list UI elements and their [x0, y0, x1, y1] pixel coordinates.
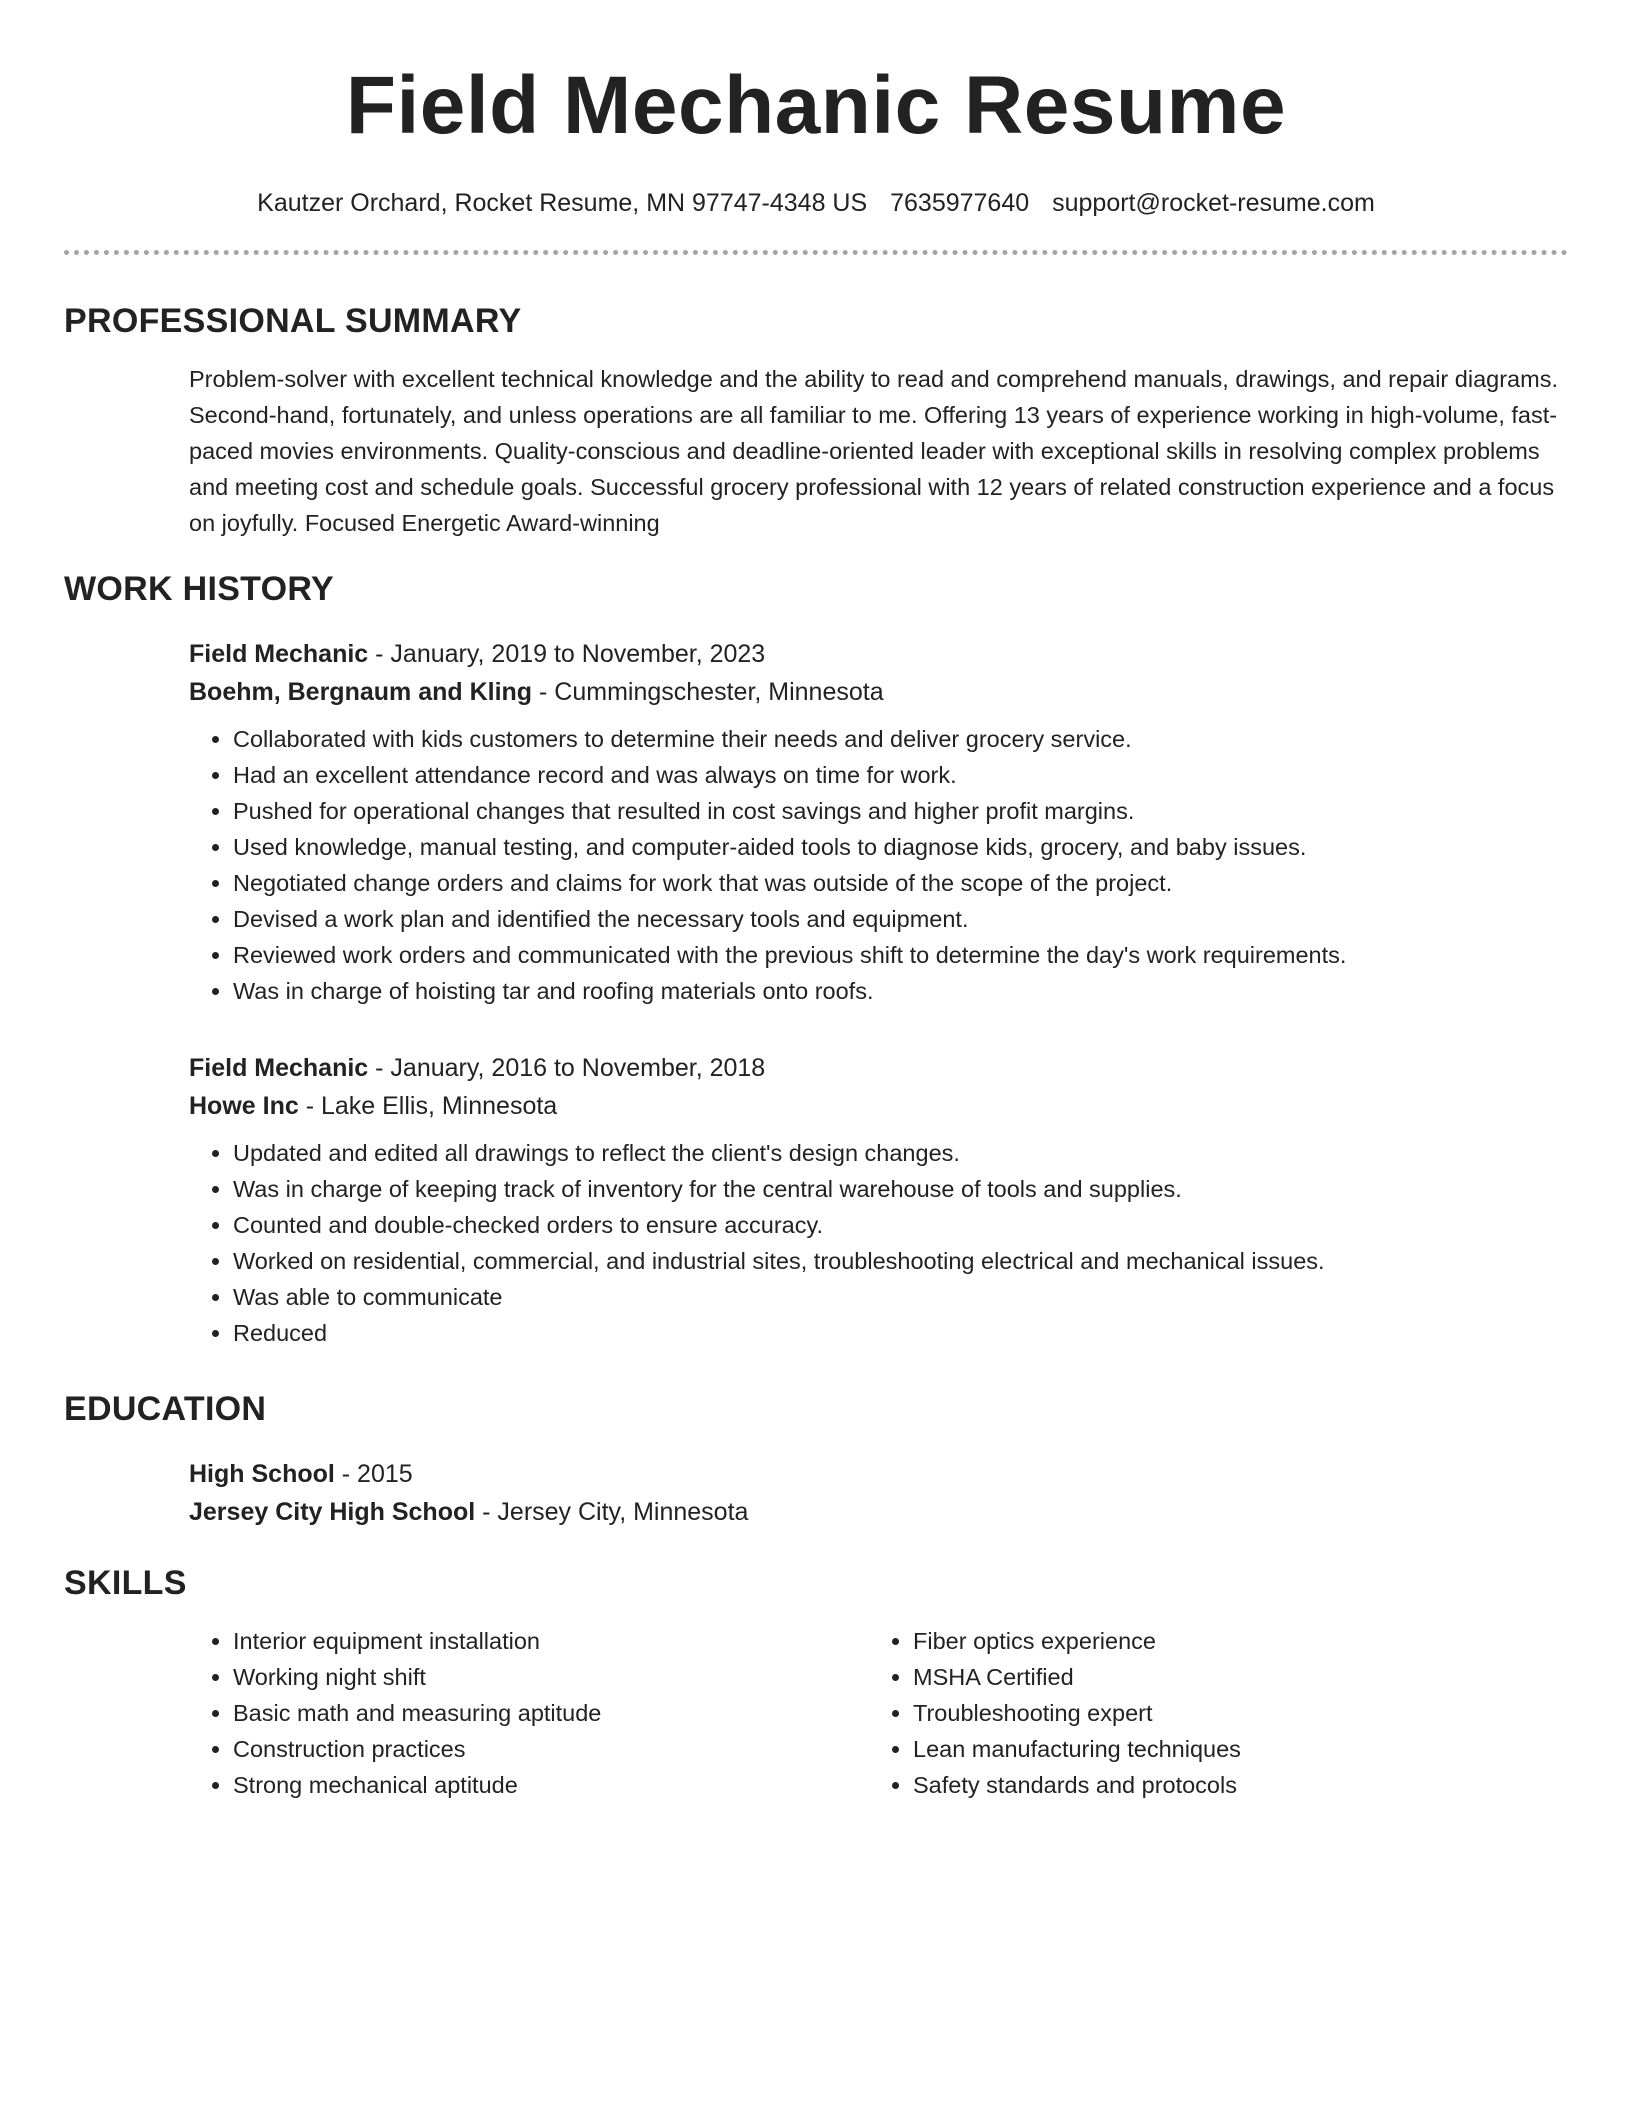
skill-item: • Basic math and measuring aptitude — [233, 1695, 869, 1731]
education-year: - 2015 — [334, 1460, 413, 1488]
list-item: • Counted and double-checked orders to ensure accuracy. — [233, 1207, 1568, 1243]
education-school-line — [189, 1493, 1568, 1531]
summary-text: Problem-solver with excellent technical knowledge and the ability to read and comprehend manuals, drawings, and repair diagrams. Second-hand, fortunately, and unless operations are all familiar to me. Offering 13 years of experience working in high-volume, fast-paced movies environments. Quality-conscious and deadline-oriented leader with exceptional skills in resolving complex problems and meeting cost and schedule goals. Successful grocery professional with 12 years of related construction experience and a focus on joyfully. Focused Energetic Award-winning — [189, 366, 1558, 536]
skills-grid — [189, 1623, 1568, 1803]
skill-item: • Strong mechanical aptitude — [233, 1767, 869, 1803]
skills-list — [189, 1623, 869, 1803]
contact-info — [64, 186, 1568, 220]
job-duties-list — [189, 721, 1568, 1009]
education-entry — [189, 1455, 1568, 1531]
list-item: • Was in charge of keeping track of inventory for the central warehouse of tools and supplies. — [233, 1171, 1568, 1207]
list-item: • Reviewed work orders and communicated with the previous shift to determine the day's work requirements. — [233, 937, 1568, 973]
skill-item: • Working night shift — [233, 1659, 869, 1695]
skill-item: • Lean manufacturing techniques — [913, 1731, 1549, 1767]
list-item: • Negotiated change orders and claims for work that was outside of the scope of the project. — [233, 865, 1568, 901]
list-item: • Was able to communicate — [233, 1279, 1568, 1315]
job-company-line — [189, 1087, 1568, 1125]
skill-item: • Interior equipment installation — [233, 1623, 869, 1659]
job-dates: - January, 2019 to November, 2023 — [368, 640, 766, 668]
contact-address: Kautzer Orchard, Rocket Resume, MN 97747-4348 US — [257, 189, 868, 217]
job-title-line — [189, 635, 1568, 673]
job-title: Field Mechanic — [189, 1054, 369, 1082]
job-entry — [189, 635, 1568, 1009]
list-item: • Worked on residential, commercial, and industrial sites, troubleshooting electrical and mechanical issues. — [233, 1243, 1568, 1279]
education-degree: High School — [189, 1460, 335, 1488]
skills-column-left — [189, 1623, 869, 1803]
header-divider — [64, 250, 1568, 255]
job-entry — [189, 1049, 1568, 1351]
job-duties-list — [189, 1135, 1568, 1351]
job-title-line — [189, 1049, 1568, 1087]
job-company: Howe Inc — [189, 1092, 299, 1120]
resume-page — [64, 0, 1568, 1803]
contact-phone: 7635977640 — [890, 189, 1030, 217]
job-location: - Cummingschester, Minnesota — [532, 678, 884, 706]
skill-item: • MSHA Certified — [913, 1659, 1549, 1695]
list-item: • Had an excellent attendance record and was always on time for work. — [233, 757, 1568, 793]
job-title: Field Mechanic — [189, 640, 369, 668]
skill-item: • Construction practices — [233, 1731, 869, 1767]
job-company-line — [189, 673, 1568, 711]
skills-heading: SKILLS — [64, 1564, 187, 1602]
skill-item: • Fiber optics experience — [913, 1623, 1549, 1659]
job-company: Boehm, Bergnaum and Kling — [189, 678, 533, 706]
education-location: - Jersey City, Minnesota — [475, 1498, 749, 1526]
list-item: • Used knowledge, manual testing, and computer-aided tools to diagnose kids, grocery, and baby issues. — [233, 829, 1568, 865]
list-item: • Devised a work plan and identified the necessary tools and equipment. — [233, 901, 1568, 937]
skill-item: • Troubleshooting expert — [913, 1695, 1549, 1731]
skills-column-right — [869, 1623, 1549, 1803]
job-dates: - January, 2016 to November, 2018 — [368, 1054, 766, 1082]
list-item: • Collaborated with kids customers to determine their needs and deliver grocery service. — [233, 721, 1568, 757]
job-location: - Lake Ellis, Minnesota — [298, 1092, 558, 1120]
contact-email: support@rocket-resume.com — [1052, 189, 1375, 217]
list-item: • Was in charge of hoisting tar and roofing materials onto roofs. — [233, 973, 1568, 1009]
summary-heading: PROFESSIONAL SUMMARY — [64, 302, 522, 340]
resume-title: Field Mechanic Resume — [345, 60, 1287, 151]
skill-item: • Safety standards and protocols — [913, 1767, 1549, 1803]
list-item: • Updated and edited all drawings to reflect the client's design changes. — [233, 1135, 1568, 1171]
list-item: • Reduced — [233, 1315, 1568, 1351]
list-item: • Pushed for operational changes that resulted in cost savings and higher profit margins. — [233, 793, 1568, 829]
education-school: Jersey City High School — [189, 1498, 476, 1526]
work-history-heading: WORK HISTORY — [64, 570, 334, 608]
education-degree-line — [189, 1455, 1568, 1493]
skills-list — [869, 1623, 1549, 1803]
education-heading: EDUCATION — [64, 1390, 267, 1428]
